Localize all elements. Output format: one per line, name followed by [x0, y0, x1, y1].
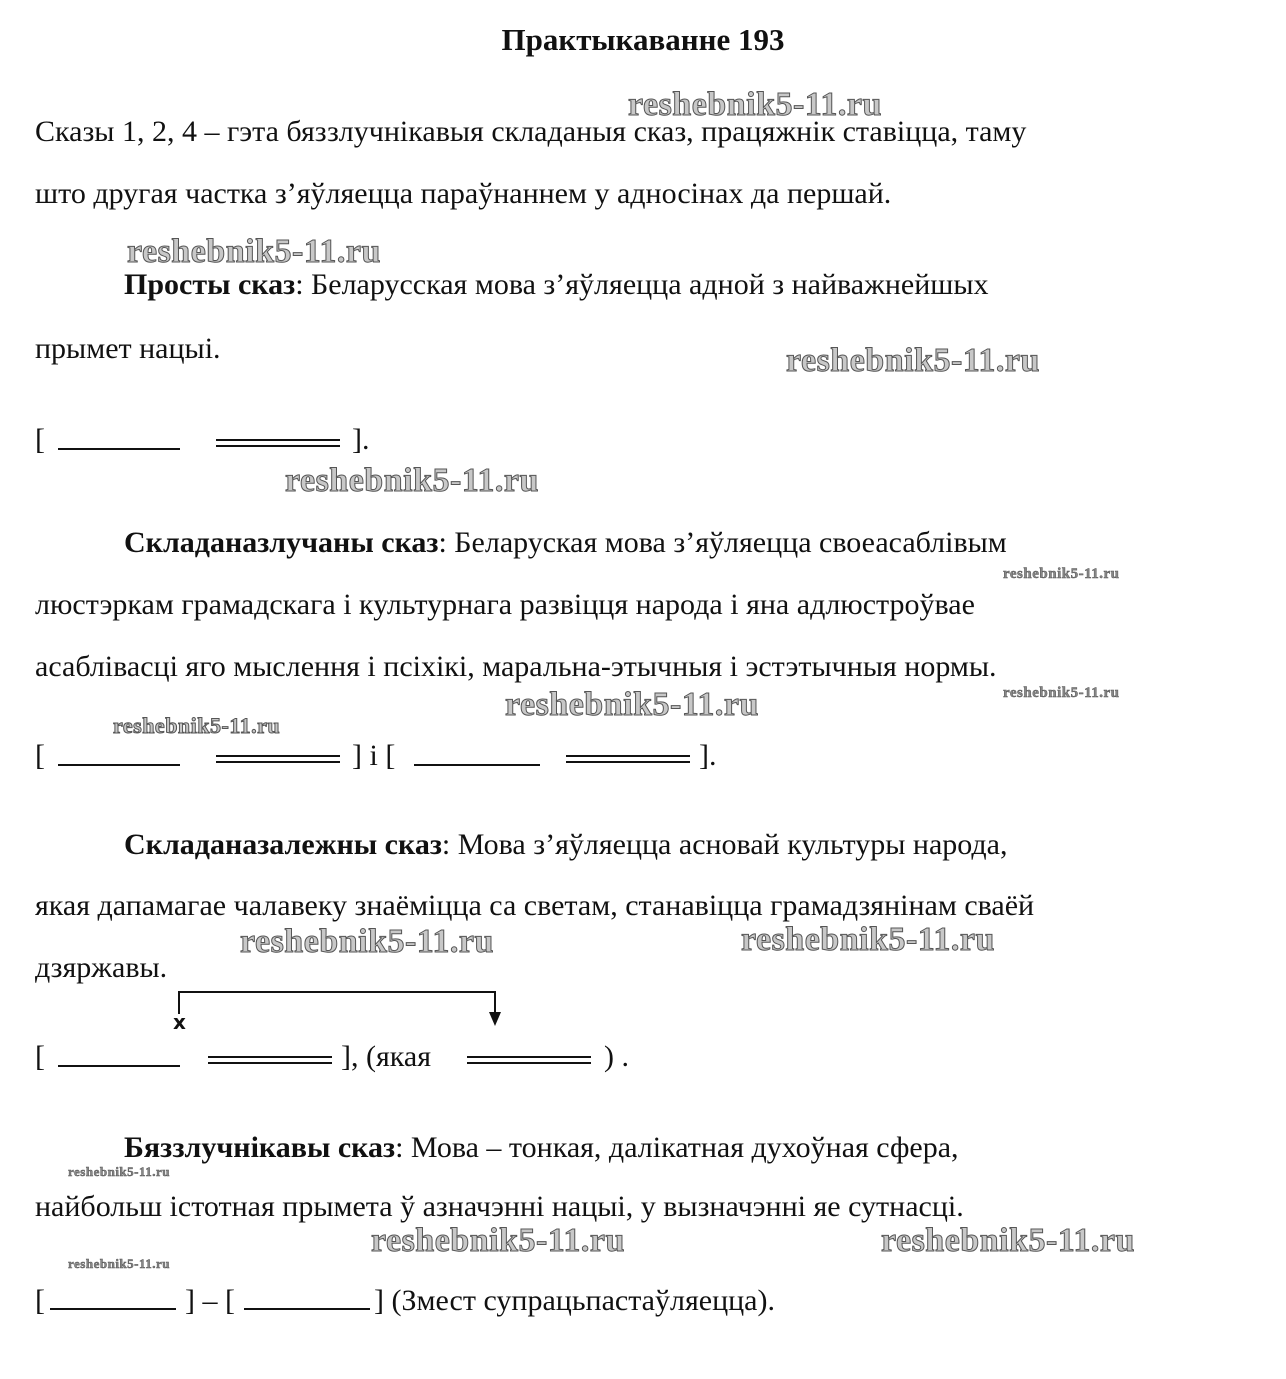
watermark: reshebnik5-11.ru	[127, 233, 381, 270]
watermark: reshebnik5-11.ru	[68, 1164, 171, 1179]
subject-underline	[58, 764, 180, 766]
compound-sentence-label: Складаназлучаны сказ	[124, 526, 439, 559]
complex-sentence-label: Складаназалежны сказ	[124, 828, 442, 861]
dependency-arrow	[170, 990, 510, 1030]
complex-sentence-line-2: якая дапамагае чалавеку знаёміцца са светам, станавіцца грамадзянінам сваёй	[35, 889, 1035, 922]
simple-sentence-line-1	[124, 265, 989, 305]
watermark: reshebnik5-11.ru	[68, 1256, 171, 1271]
scheme-bracket-open: [	[35, 1040, 45, 1073]
subject-underline	[414, 764, 540, 766]
compound-sentence-text-1: : Беларуская мова з’яўляецца своеасаблівым	[438, 526, 1007, 559]
predicate-underline	[216, 439, 340, 447]
scheme-bracket-open: [	[35, 423, 45, 456]
watermark: reshebnik5-11.ru	[881, 1222, 1135, 1259]
compound-sentence-line-3: асаблівасці яго мыслення і псіхікі, маральна-этычныя і эстэтычныя нормы.	[35, 650, 997, 683]
scheme-bracket-open: [	[35, 739, 45, 772]
predicate-underline	[216, 755, 340, 763]
watermark: reshebnik5-11.ru	[113, 713, 281, 738]
predicate-underline	[566, 755, 690, 763]
simple-sentence-line-2: прымет нацыі.	[35, 332, 221, 365]
watermark: reshebnik5-11.ru	[786, 342, 1040, 379]
complex-sentence-line-1	[124, 825, 1008, 865]
subject-underline	[58, 448, 180, 450]
watermark: reshebnik5-11.ru	[741, 921, 995, 958]
blank-underline	[50, 1308, 176, 1310]
asyndetic-sentence-line-1	[124, 1128, 959, 1168]
intro-line-2: што другая частка з’яўляецца параўнаннем у адносінах да першай.	[35, 177, 892, 210]
watermark: reshebnik5-11.ru	[505, 686, 759, 723]
scheme-bracket-close: ) .	[604, 1040, 629, 1073]
scheme-dash: ] – [	[185, 1284, 235, 1317]
asyndetic-sentence-text-1: : Мова – тонкая, далікатная духоўная сфера,	[395, 1131, 959, 1164]
watermark: reshebnik5-11.ru	[628, 86, 882, 123]
compound-sentence-line-2: люстэркам грамадскага і культурнага развіцця народа і яна адлюстроўвае	[35, 588, 975, 621]
scheme-bracket-open: [	[35, 1284, 45, 1317]
scheme-conjunction: ] і [	[352, 739, 396, 772]
asyndetic-sentence-line-2: найбольш істотная прымета ў азначэнні нацыі, у вызначэнні яе сутнасці.	[35, 1190, 964, 1223]
scheme-bracket-close: ].	[699, 739, 717, 772]
predicate-underline	[467, 1056, 591, 1064]
scheme-bracket-close: ].	[352, 423, 370, 456]
predicate-underline	[208, 1056, 332, 1064]
asyndetic-sentence-label: Бяззлучнікавы сказ	[124, 1131, 396, 1164]
watermark: reshebnik5-11.ru	[240, 923, 494, 960]
question-marker: х	[173, 1010, 186, 1034]
watermark: reshebnik5-11.ru	[1003, 566, 1120, 582]
blank-underline	[244, 1308, 370, 1310]
simple-sentence-text-1: : Беларусская мова з’яўляецца адной з найважнейшых	[295, 268, 989, 301]
page-title: Практыкаванне 193	[501, 22, 785, 57]
simple-sentence-label: Просты сказ	[124, 268, 296, 301]
watermark: reshebnik5-11.ru	[1003, 685, 1120, 701]
complex-sentence-line-3: дзяржавы.	[35, 951, 168, 984]
watermark: reshebnik5-11.ru	[371, 1222, 625, 1259]
watermark: reshebnik5-11.ru	[285, 462, 539, 499]
scheme-bracket-close-note: ] (Змест супрацьпастаўляецца).	[374, 1284, 775, 1317]
compound-sentence-line-1	[124, 523, 1007, 563]
complex-sentence-text-1: : Мова з’яўляецца асновай культуры народа,	[441, 828, 1008, 861]
scheme-subordinate-start: ], (якая	[341, 1040, 432, 1073]
intro-line-1: Сказы 1, 2, 4 – гэта бяззлучнікавыя складаныя сказ, працяжнік ставіцца, таму	[35, 115, 1027, 148]
subject-underline	[58, 1065, 180, 1067]
